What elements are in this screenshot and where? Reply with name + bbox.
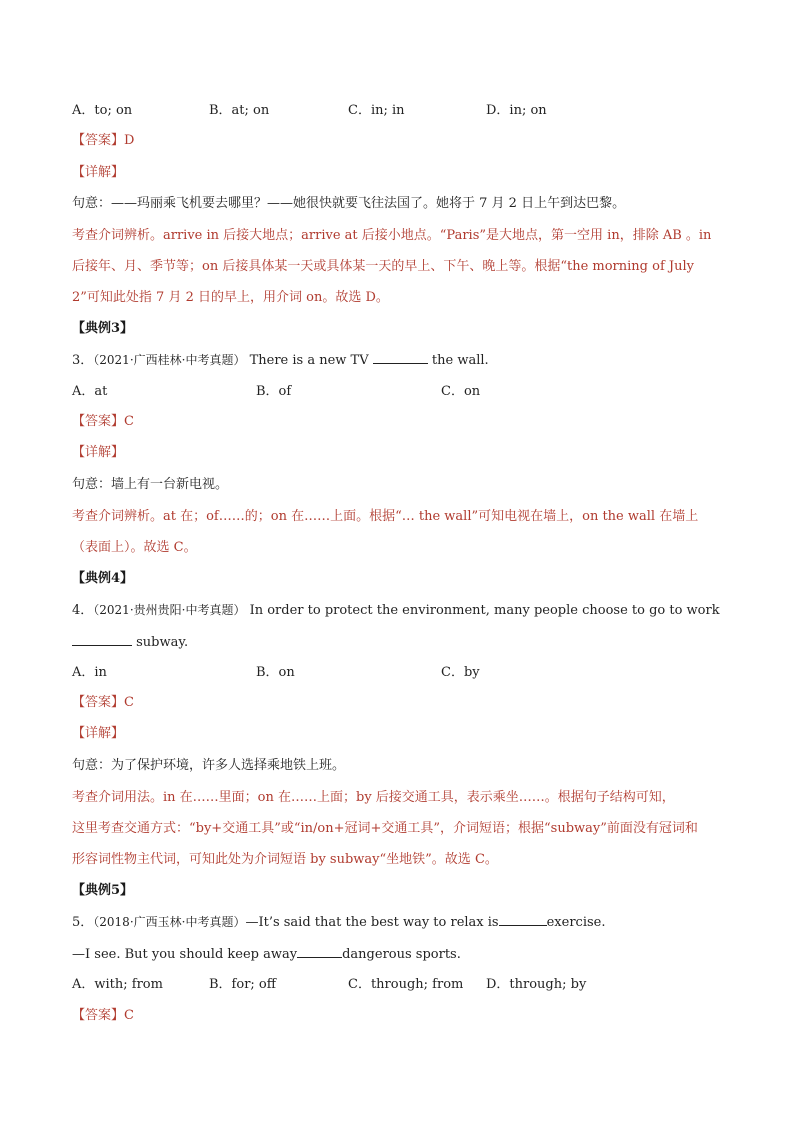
q5-stem-line-2 [72, 944, 461, 965]
q3-stem-before: There is a new TV [249, 353, 369, 368]
q5-option-c: C．through; from [348, 977, 464, 992]
q3-explanation-line-1: 考查介词辨析。at 在；of……的；on 在……上面。根据“… the wall”可知电视在墙上，on the wall 在墙上 [72, 509, 699, 524]
q2-detail-heading: 【详解】 [72, 165, 125, 180]
q3-blank [373, 350, 428, 364]
q2-explanation-line-3: 2”可知此处指 7 月 2 日的早上，用介词 on。故选 D。 [72, 290, 389, 305]
q2-option-b: B．at; on [209, 103, 270, 118]
example-5-heading: 【典例5】 [72, 883, 134, 898]
q2-answer: 【答案】D [72, 133, 135, 148]
q2-explanation-line-2: 后接年、月、季节等；on 后接具体某一天或具体某一天的早上、下午、晚上等。根据“the morning of July [72, 259, 694, 274]
q4-option-a: A．in [72, 665, 107, 680]
example-3-heading: 【典例3】 [72, 321, 134, 336]
q4-stem-after: subway. [136, 635, 189, 650]
q5-stem-text-after: exercise. [546, 915, 606, 930]
q3-option-c: C．on [441, 384, 481, 399]
q3-stem [72, 350, 489, 371]
q4-stem-line-1 [72, 600, 720, 621]
example-4-heading: 【典例4】 [72, 571, 134, 586]
q4-explanation-line-2: 这里考查交通方式：“by+交通工具”或“in/on+冠词+交通工具”，介词短语；根据“subway”前面没有冠词和 [72, 821, 698, 836]
q4-explanation-line-1: 考查介词用法。in 在……里面；on 在……上面；by 后接交通工具，表示乘坐……。根据句子结构可知， [72, 790, 675, 805]
q4-stem-text: In order to protect the environment, many people choose to go to work [249, 603, 720, 618]
q3-meaning: 句意：墙上有一台新电视。 [72, 477, 229, 492]
q5-source: （2018·广西玉林·中考真题） [93, 915, 246, 929]
q5-stem-line-2-after: dangerous sports. [342, 947, 461, 962]
q3-number: 3． [72, 353, 94, 368]
q4-stem-line-2 [72, 632, 188, 653]
q5-option-a: A．with; from [72, 977, 163, 992]
q3-stem-after: the wall. [431, 353, 489, 368]
q5-answer: 【答案】C [72, 1008, 134, 1023]
q4-option-b: B．on [256, 665, 295, 680]
q3-source: （2021·广西桂林·中考真题） [93, 353, 246, 367]
q3-explanation-line-2: （表面上）。故选 C。 [72, 540, 197, 555]
q4-number: 4． [72, 603, 94, 618]
q2-option-c: C．in; in [348, 103, 405, 118]
q5-stem-text: —It’s said that the best way to relax is [245, 915, 499, 930]
q4-meaning: 句意：为了保护环境，许多人选择乘地铁上班。 [72, 758, 346, 773]
q2-explanation-line-1: 考查介词辨析。arrive in 后接大地点；arrive at 后接小地点。“Paris”是大地点，第一空用 in，排除 AB 。in [72, 228, 712, 243]
q5-number: 5． [72, 915, 94, 930]
q4-explanation-line-3: 形容词性物主代词，可知此处为介词短语 by subway“坐地铁”。故选 C。 [72, 852, 498, 867]
q4-answer: 【答案】C [72, 695, 134, 710]
q3-option-b: B．of [256, 384, 292, 399]
q5-blank-2 [297, 944, 342, 958]
q5-option-b: B．for; off [209, 977, 276, 992]
q2-option-a: A．to; on [72, 103, 133, 118]
q5-blank-1 [499, 912, 547, 926]
q3-option-a: A．at [72, 384, 108, 399]
q4-option-c: C．by [441, 665, 480, 680]
q3-answer: 【答案】C [72, 414, 134, 429]
q2-meaning: 句意：——玛丽乘飞机要去哪里？——她很快就要飞往法国了。她将于 7 月 2 日上午到达巴黎。 [72, 196, 626, 211]
q5-option-d: D．through; by [486, 977, 587, 992]
q2-option-d: D．in; on [486, 103, 547, 118]
q4-blank [72, 632, 132, 646]
q5-stem-line-2-text: —I see. But you should keep away [72, 947, 298, 962]
q3-detail-heading: 【详解】 [72, 445, 125, 460]
q5-stem-line-1 [72, 912, 605, 933]
q4-detail-heading: 【详解】 [72, 726, 125, 741]
q4-source: （2021·贵州贵阳·中考真题） [93, 603, 246, 617]
